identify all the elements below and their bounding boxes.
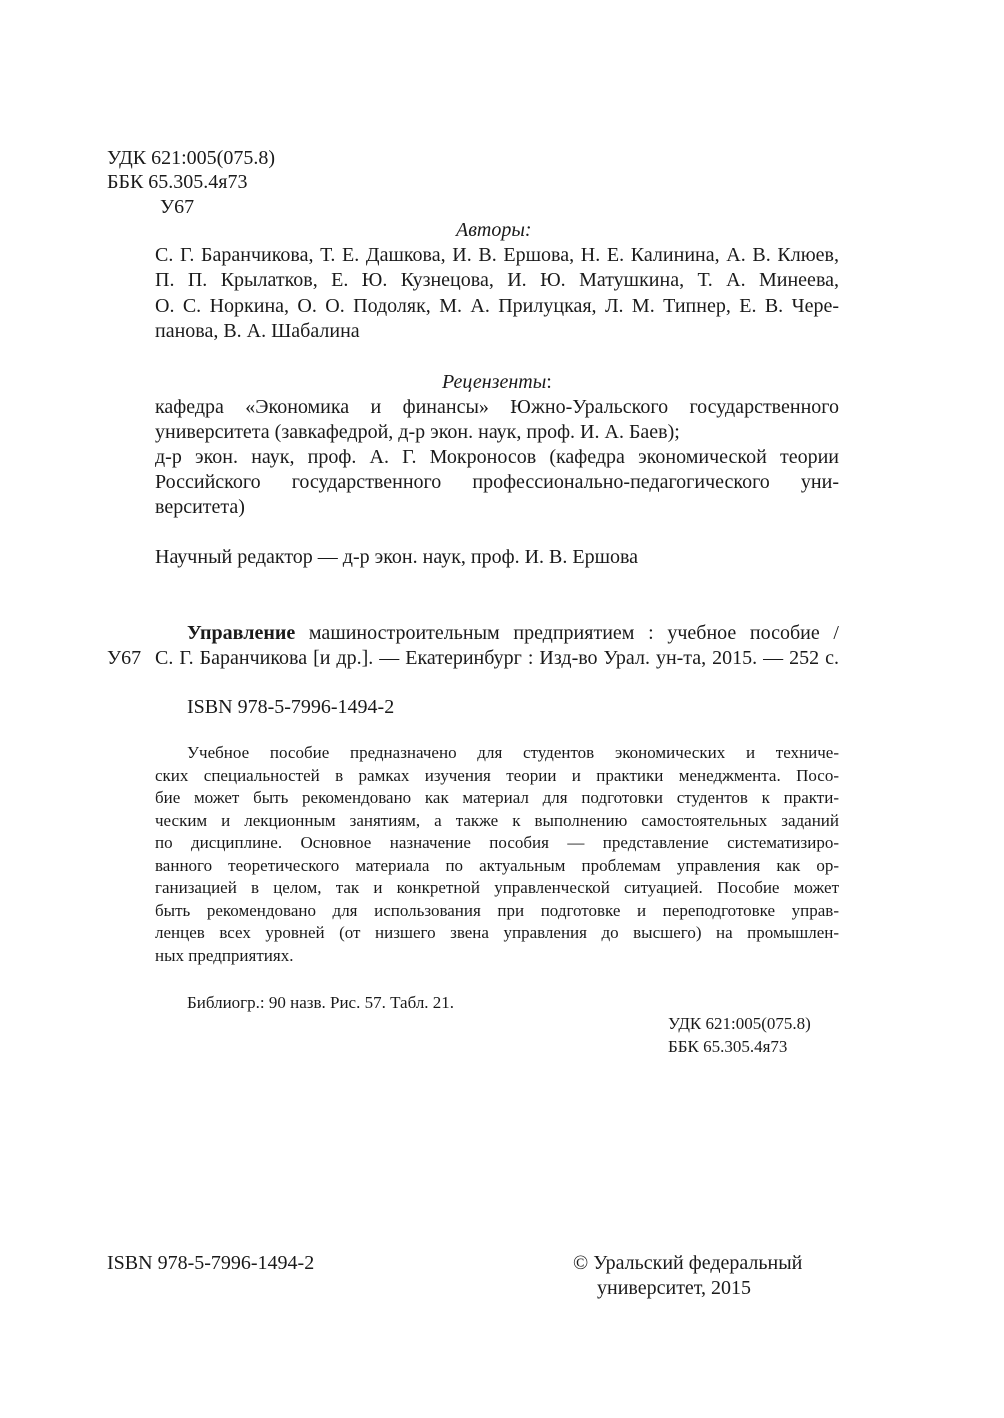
authors-line: панова, В. А. Шабалина	[155, 320, 360, 342]
bottom-isbn: ISBN 978-5-7996-1494-2	[107, 1252, 315, 1274]
bbk-code: ББК 65.305.4я73	[107, 171, 248, 193]
udk-code: УДК 621:005(075.8)	[107, 147, 275, 169]
footer-bbk-code: ББК 65.305.4я73	[668, 1037, 788, 1056]
annotation-line: ленцев всех уровней (от низшего звена управления до высшего) на промышлен-	[155, 923, 839, 942]
reviewers-label-colon: :	[546, 371, 552, 393]
footer-udk-code: УДК 621:005(075.8)	[668, 1014, 811, 1033]
annotation-line: быть рекомендовано для использования при подготовке и переподготовке управ-	[155, 900, 839, 920]
annotation-line: ганизацией в целом, так и конкретной управленческой ситуацией. Пособие может	[155, 878, 839, 897]
reviewers-label	[442, 370, 552, 394]
scientific-editor: Научный редактор — д-р экон. наук, проф. И. В. Ершова	[155, 546, 639, 568]
annotation-line: ских специальностей в рамках изучения теории и практики менеджмента. Посо-	[155, 765, 839, 785]
bibliographic-mark: У67	[107, 647, 142, 669]
reviewers-label-text: Рецензенты	[442, 371, 547, 393]
authors-line: О. С. Норкина, О. О. Подоляк, М. А. Прилуцкая, Л. М. Типнер, Е. В. Чере-	[155, 295, 839, 317]
annotation-line: ванного теоретического материала по актуальным проблемам управления как ор-	[155, 855, 839, 875]
bibliographic-isbn: ISBN 978-5-7996-1494-2	[187, 696, 395, 718]
bibliography-stats: Библиогр.: 90 назв. Рис. 57. Табл. 21.	[187, 993, 455, 1012]
authors-line: С. Г. Баранчикова, Т. Е. Дашкова, И. В. Ершова, Н. Е. Калинина, А. В. Клюев,	[155, 244, 839, 266]
copyright-line: университет, 2015	[597, 1277, 752, 1299]
reviewers-line: Российского государственного профессионально-педагогического уни-	[155, 471, 839, 493]
bibliographic-title-line	[187, 621, 839, 645]
reviewers-line: кафедра «Экономика и финансы» Южно-Уральского государственного	[155, 396, 839, 418]
book-title-rest: машиностроительным предприятием : учебное пособие /	[295, 622, 839, 644]
copyright-line: © Уральский федеральный	[573, 1252, 803, 1274]
authors-label: Авторы:	[456, 219, 532, 241]
reviewers-line: верситета)	[155, 496, 245, 518]
author-mark: У67	[160, 196, 195, 218]
annotation-line: Учебное пособие предназначено для студентов экономических и техниче-	[187, 743, 839, 762]
bibliographic-imprint: С. Г. Баранчикова [и др.]. — Екатеринбург : Изд-во Урал. ун-та, 2015. — 252 с.	[155, 647, 839, 669]
reviewers-line: университета (завкафедрой, д-р экон. наук, проф. И. А. Баев);	[155, 421, 680, 443]
annotation-line: по дисциплине. Основное назначение пособия — представление систематизиро-	[155, 833, 839, 852]
annotation-line: ных предприятиях.	[155, 945, 294, 965]
reviewers-line: д-р экон. наук, проф. А. Г. Мокроносов (кафедра экономической теории	[155, 446, 839, 468]
annotation-line: бие может быть рекомендовано как материал для подготовки студентов к практи-	[155, 788, 839, 807]
annotation-line: ческим и лекционным занятиям, а также к выполнению самостоятельных заданий	[155, 810, 839, 830]
book-title-bold: Управление	[187, 622, 296, 644]
authors-line: П. П. Крылатков, Е. Ю. Кузнецова, И. Ю. Матушкина, Т. А. Минеева,	[155, 269, 839, 291]
